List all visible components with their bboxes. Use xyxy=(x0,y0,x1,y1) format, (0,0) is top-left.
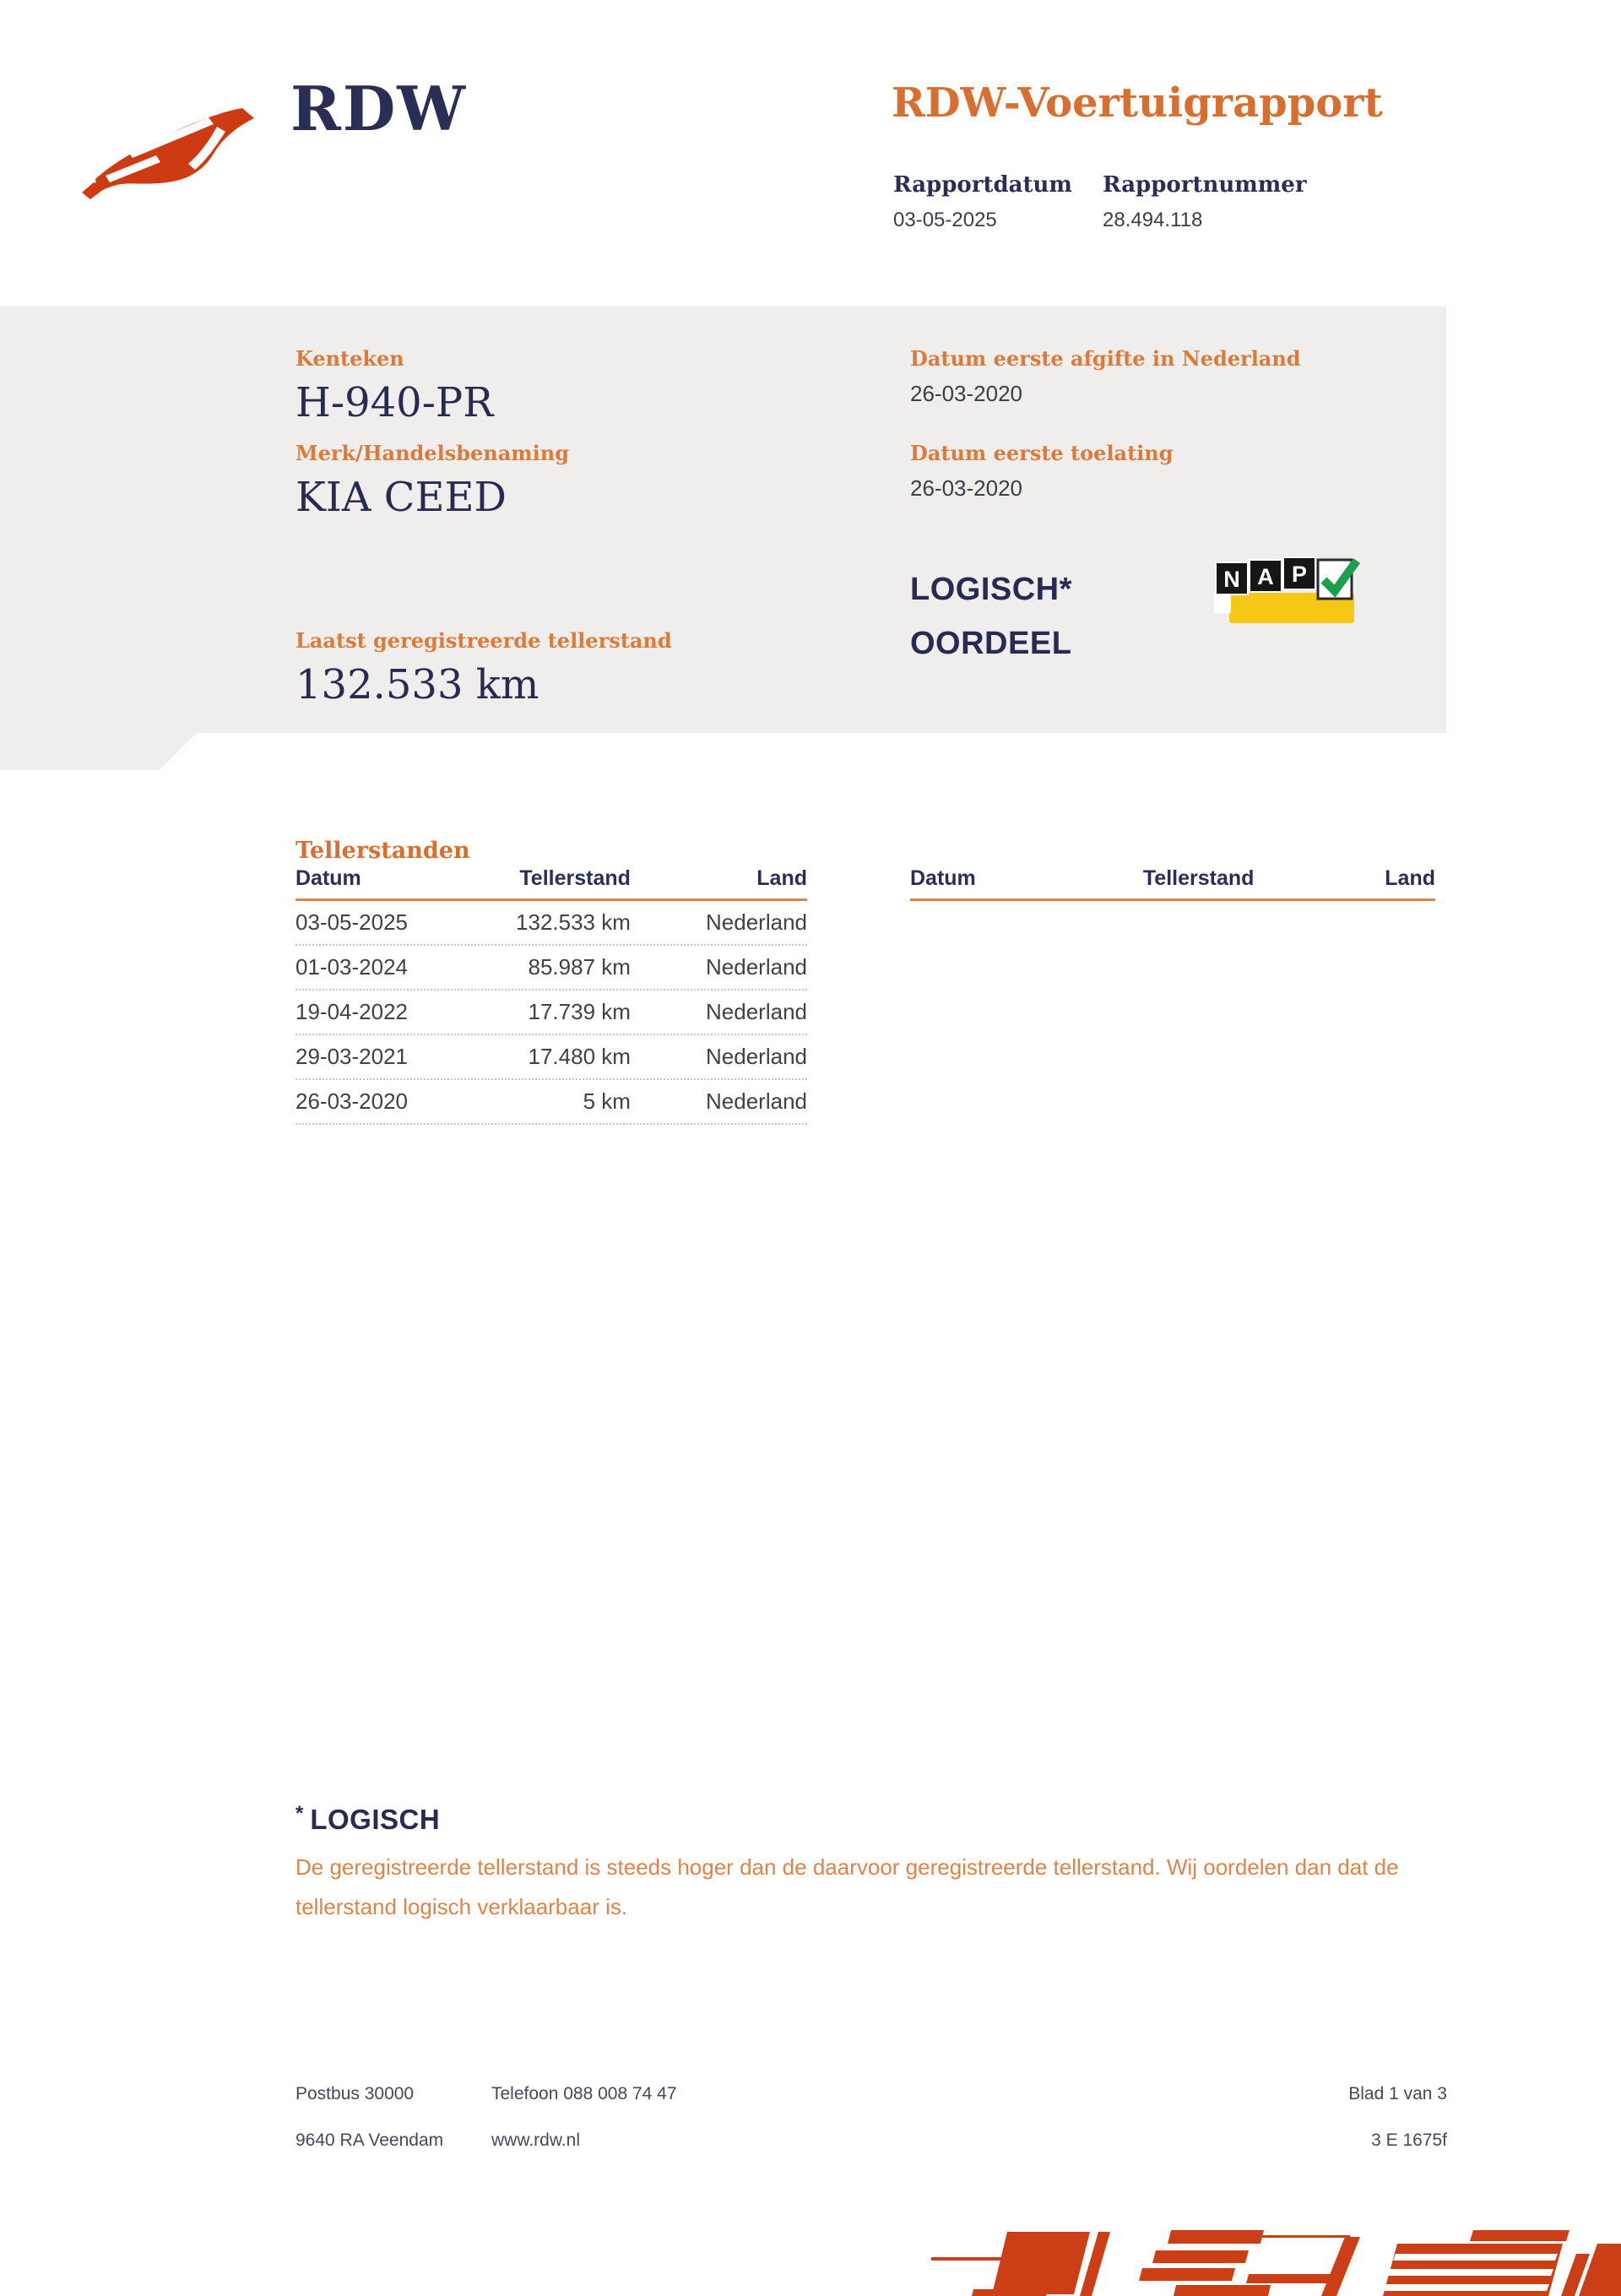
kenteken-field xyxy=(295,346,493,426)
cell-land: Nederland xyxy=(706,1088,807,1114)
laatste-tellerstand-label: Laatst geregistreerde tellerstand xyxy=(295,628,672,653)
table-row xyxy=(295,946,807,991)
table-row xyxy=(295,1035,807,1080)
footer-form-code: 3 E 1675f xyxy=(1371,2130,1447,2150)
cell-land: Nederland xyxy=(706,954,807,980)
report-meta xyxy=(893,172,1307,232)
report-number-block xyxy=(1103,172,1307,232)
cell-land: Nederland xyxy=(706,999,807,1024)
column-header-tellerstand: Tellerstand xyxy=(519,866,631,890)
footer-row xyxy=(295,2130,1447,2151)
merk-label: Merk/Handelsbenaming xyxy=(295,441,570,465)
page-footer xyxy=(295,2084,1447,2177)
logisch-word: LOGISCH xyxy=(310,1804,441,1835)
logisch-footnote-text: De geregistreerde tellerstand is steeds hoger dan de daarvoor geregistreerde tellerstand. Wij oordelen dan dat de tellerstand logisch verklaarbaar is. xyxy=(295,1854,1399,1919)
cell-datum: 03-05-2025 xyxy=(295,909,408,935)
vehicle-summary-panel-corner xyxy=(0,733,197,770)
report-date-block xyxy=(893,172,1103,232)
datum-afgifte-field xyxy=(910,346,1301,407)
column-header-datum: Datum xyxy=(295,866,361,890)
footer-city: 9640 RA Veendam xyxy=(295,2130,444,2150)
nap-letter-p: P xyxy=(1291,562,1308,587)
table-header xyxy=(910,866,1435,901)
table-row xyxy=(295,901,807,946)
report-date-value: 03-05-2025 xyxy=(893,209,997,231)
column-header-land: Land xyxy=(756,866,807,890)
rdw-logo-wordmark: RDW xyxy=(290,73,468,144)
cell-land: Nederland xyxy=(706,1044,807,1069)
oordeel-line2: OORDEEL xyxy=(910,626,1072,661)
tellerstanden-table xyxy=(295,866,807,1125)
merk-field xyxy=(295,441,569,521)
cell-datum: 26-03-2020 xyxy=(295,1088,408,1114)
report-date-label: Rapportdatum xyxy=(893,172,1072,198)
nap-letter-n: N xyxy=(1223,567,1240,592)
table-header xyxy=(295,866,807,901)
merk-value: KIA CEED xyxy=(295,474,507,521)
table-row xyxy=(295,1080,807,1125)
nap-logo xyxy=(1207,552,1361,630)
cell-tellerstand: 5 km xyxy=(583,1088,631,1114)
cell-tellerstand: 132.533 km xyxy=(516,909,631,935)
cell-tellerstand: 17.739 km xyxy=(528,999,631,1024)
cell-datum: 29-03-2021 xyxy=(295,1044,408,1069)
kenteken-label: Kenteken xyxy=(295,346,404,371)
cell-land: Nederland xyxy=(706,909,807,935)
oordeel-line1: LOGISCH* xyxy=(910,572,1072,607)
datum-afgifte-value: 26-03-2020 xyxy=(910,381,1022,406)
footer-phone: Telefoon 088 008 74 47 xyxy=(491,2084,677,2103)
footer-website: www.rdw.nl xyxy=(491,2130,581,2150)
table-row xyxy=(295,991,807,1035)
cell-datum: 19-04-2022 xyxy=(295,999,408,1024)
datum-toelating-field xyxy=(910,441,1174,502)
report-number-label: Rapportnummer xyxy=(1103,172,1307,198)
oordeel-status xyxy=(910,562,1072,670)
footer-row xyxy=(295,2084,1447,2104)
footer-page-indicator: Blad 1 van 3 xyxy=(1348,2084,1447,2103)
asterisk: * xyxy=(295,1802,304,1825)
datum-toelating-label: Datum eerste toelating xyxy=(910,441,1174,465)
cell-tellerstand: 85.987 km xyxy=(528,954,631,980)
datum-afgifte-label: Datum eerste afgifte in Nederland xyxy=(910,346,1301,371)
column-header-land: Land xyxy=(1385,866,1435,890)
footer-postbus: Postbus 30000 xyxy=(295,2084,415,2103)
tellerstanden-table-empty xyxy=(910,866,1435,901)
cell-datum: 01-03-2024 xyxy=(295,954,408,980)
datum-toelating-value: 26-03-2020 xyxy=(910,475,1022,501)
nap-letter-a: A xyxy=(1257,564,1274,589)
tellerstanden-heading: Tellerstanden xyxy=(295,838,470,864)
rdw-stripes-graphic xyxy=(924,2215,1621,2296)
rdw-logo-swoosh-icon xyxy=(82,105,256,201)
laatste-tellerstand-value: 132.533 km xyxy=(295,661,539,708)
kenteken-value: H-940-PR xyxy=(295,379,494,426)
page-title: RDW-Voertuigrapport xyxy=(892,79,1383,127)
laatste-tellerstand-field xyxy=(295,628,672,708)
cell-tellerstand: 17.480 km xyxy=(528,1044,631,1069)
column-header-datum: Datum xyxy=(910,866,976,890)
column-header-tellerstand: Tellerstand xyxy=(1142,866,1255,890)
report-number-value: 28.494.118 xyxy=(1103,209,1203,231)
logisch-footnote-heading xyxy=(295,1802,440,1836)
